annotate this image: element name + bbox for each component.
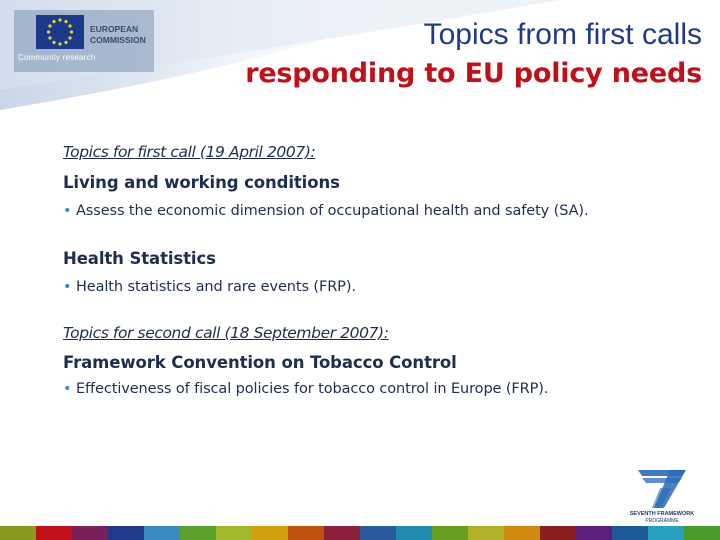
logo-subtitle: Community research	[18, 53, 96, 62]
european-commission-logo	[14, 10, 154, 72]
footer-color-segment	[468, 526, 504, 540]
footer-color-segment	[108, 526, 144, 540]
footer-color-bar	[0, 526, 720, 540]
footer-color-segment	[396, 526, 432, 540]
bullet-icon: •	[63, 381, 76, 397]
footer-color-segment	[144, 526, 180, 540]
bullet-icon: •	[63, 203, 76, 219]
footer-color-segment	[540, 526, 576, 540]
bullet-text: Health statistics and rare events (FRP).	[75, 279, 356, 295]
footer-color-segment	[36, 526, 72, 540]
bullet-icon: •	[63, 279, 76, 295]
bullet-text: Effectiveness of fiscal policies for tobacco control in Europe (FRP).	[75, 381, 549, 397]
footer-color-segment	[576, 526, 612, 540]
call1-section1-bullet	[63, 200, 693, 222]
logo-line1: EUROPEAN	[90, 24, 139, 34]
slide-content	[63, 143, 693, 400]
slide-subtitle: responding to EU policy needs	[245, 58, 702, 89]
footer-color-segment	[216, 526, 252, 540]
footer-color-segment	[504, 526, 540, 540]
footer-color-segment	[180, 526, 216, 540]
footer-color-segment	[0, 526, 36, 540]
footer-color-segment	[360, 526, 396, 540]
footer-color-segment	[612, 526, 648, 540]
fp7-line2: PROGRAMME	[645, 518, 679, 524]
call1-section2-heading: Health Statistics	[63, 249, 216, 268]
call1-section2-bullet	[63, 276, 693, 298]
footer-color-segment	[432, 526, 468, 540]
footer-color-segment	[72, 526, 108, 540]
call2-section1-heading: Framework Convention on Tobacco Control	[63, 353, 457, 372]
slide-title: Topics from first calls	[423, 18, 702, 51]
call1-heading: Topics for first call (19 April 2007):	[63, 143, 316, 161]
logo-line2: COMMISSION	[90, 35, 146, 45]
call2-section1-bullet	[63, 378, 693, 400]
call1-section1-heading: Living and working conditions	[63, 173, 340, 192]
fp7-line1: SEVENTH FRAMEWORK	[629, 511, 695, 517]
call2-heading: Topics for second call (18 September 2007):	[63, 324, 389, 342]
bullet-text: Assess the economic dimension of occupational health and safety (SA).	[75, 203, 589, 219]
footer-color-segment	[324, 526, 360, 540]
footer-color-segment	[648, 526, 684, 540]
fp7-logo	[620, 464, 704, 528]
footer-color-segment	[288, 526, 324, 540]
footer-color-segment	[684, 526, 720, 540]
footer-color-segment	[252, 526, 288, 540]
